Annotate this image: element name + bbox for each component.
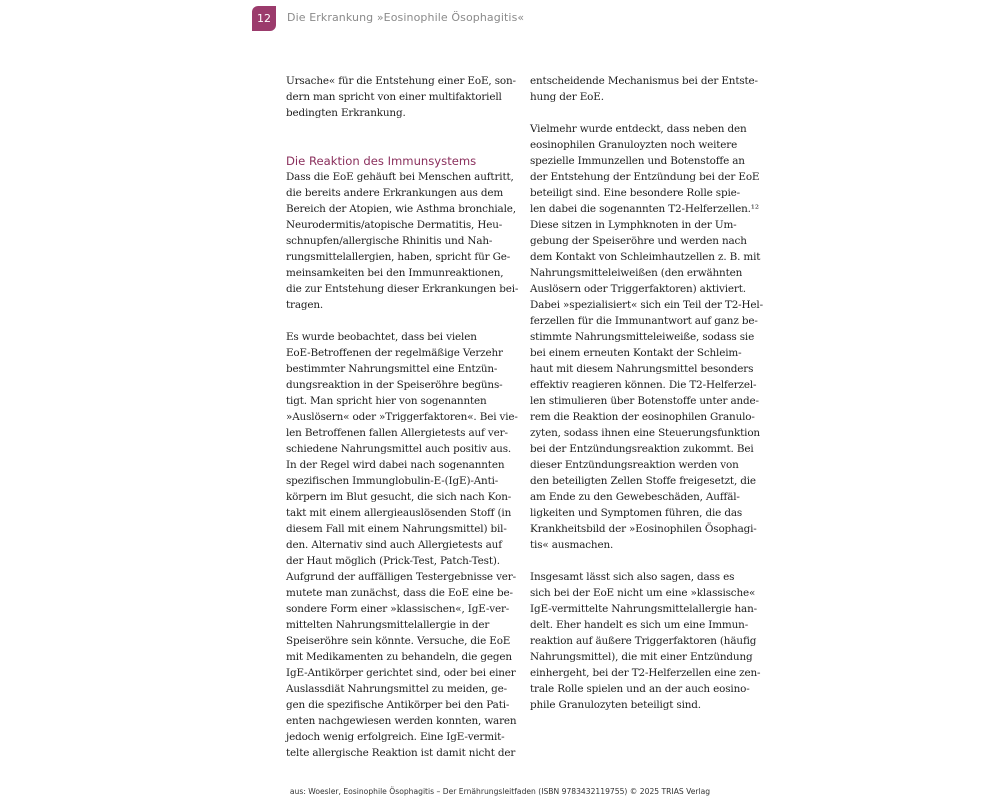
text-line: stimmte Nahrungsmitteleiweiße, sodass sie: [530, 331, 755, 343]
text-line: Ursache« für die Entstehung einer EoE, son-: [286, 75, 516, 87]
text-line: dungsreaktion in der Speiseröhre begüns-: [286, 379, 503, 391]
text-line: schnupfen/allergische Rhinitis und Nah-: [286, 235, 493, 247]
text-line: zyten, sodass ihnen eine Steuerungsfunktion: [530, 427, 760, 439]
text-line: ligkeiten und Symptomen führen, die das: [530, 507, 743, 519]
text-line: EoE-Betroffenen der regelmäßige Verzehr: [286, 347, 503, 359]
text-line: ferzellen für die Immunantwort auf ganz be-: [530, 315, 758, 327]
text-line: Krankheitsbild der »Eosinophilen Ösophagi-: [530, 523, 757, 535]
text-line: eosinophilen Granuloyzten noch weitere: [530, 139, 738, 151]
text-line: bedingten Erkrankung.: [286, 107, 406, 119]
left-intro-paragraph: [286, 73, 518, 121]
text-line: beteiligt sind. Eine besondere Rolle spie-: [530, 187, 741, 199]
left-column: [286, 73, 518, 761]
spacer: [530, 105, 762, 121]
text-line: len dabei die sogenannten T2-Helferzellen.¹²: [530, 203, 759, 215]
text-line: delt. Eher handelt es sich um eine Immun-: [530, 619, 749, 631]
text-line: rungsmittelallergien, haben, spricht für Ge-: [286, 251, 511, 263]
text-line: sondere Form einer »klassischen«, IgE-ver-: [286, 603, 510, 615]
right-intro-paragraph: [530, 73, 762, 105]
text-line: bei einem erneuten Kontakt der Schleim-: [530, 347, 742, 359]
text-line: spezielle Immunzellen und Botenstoffe an: [530, 155, 745, 167]
text-line: »Auslösern« oder »Triggerfaktoren«. Bei vie-: [286, 411, 518, 423]
text-line: effektiv reagieren können. Die T2-Helferzel-: [530, 379, 757, 391]
text-line: Auslassdiät Nahrungsmittel zu meiden, ge-: [286, 683, 508, 695]
text-line: der Entstehung der Entzündung bei der EoE: [530, 171, 760, 183]
section-heading: Die Reaktion des Immunsystems: [286, 154, 477, 168]
text-line: spezifischen Immunglobulin-E-(IgE)-Anti-: [286, 475, 499, 487]
right-column: [530, 73, 762, 713]
text-line: mutete man zunächst, dass die EoE eine be-: [286, 587, 513, 599]
right-paragraph-1: [530, 121, 762, 553]
text-line: Neurodermitis/atopische Dermatitis, Heu-: [286, 219, 503, 231]
text-line: bestimmter Nahrungsmittel eine Entzün-: [286, 363, 498, 375]
copyright-footer: aus: Woesler, Eosinophile Ösophagitis – Der Ernährungsleitfaden (ISBN 9783432119755) © 2025 TRIAS Verlag: [289, 787, 711, 796]
text-line: rem die Reaktion der eosinophilen Granulo-: [530, 411, 755, 423]
text-line: mit Medikamenten zu behandeln, die gegen: [286, 651, 512, 663]
text-line: haut mit diesem Nahrungsmittel besonders: [530, 363, 754, 375]
text-line: Vielmehr wurde entdeckt, dass neben den: [530, 123, 747, 135]
text-line: bei der Entzündungsreaktion zukommt. Bei: [530, 443, 754, 455]
left-paragraph-2: [286, 329, 518, 761]
spacer: [286, 121, 518, 153]
text-line: diesem Fall mit einem Nahrungsmittel) bil-: [286, 523, 507, 535]
text-line: Nahrungsmitteleiweißen (den erwähnten: [530, 267, 743, 279]
text-line: einhergeht, bei der T2-Helferzellen eine zen-: [530, 667, 761, 679]
text-line: gen die spezifische Antikörper bei den Pati-: [286, 699, 510, 711]
text-line: den. Alternativ sind auch Allergietests auf: [286, 539, 502, 551]
text-line: Aufgrund der auffälligen Testergebnisse ver-: [286, 571, 516, 583]
text-line: reaktion auf äußere Triggerfaktoren (häufig: [530, 635, 757, 647]
text-line: Dabei »spezialisiert« sich ein Teil der T2-Hel-: [530, 299, 763, 311]
text-line: Diese sitzen in Lymphknoten in der Um-: [530, 219, 737, 231]
page-number-badge: 12: [252, 6, 276, 31]
text-line: IgE-Antikörper gerichtet sind, oder bei einer: [286, 667, 516, 679]
text-line: len stimulieren über Botenstoffe unter ande-: [530, 395, 759, 407]
text-line: tragen.: [286, 299, 324, 311]
text-line: takt mit einem allergieauslösenden Stoff (in: [286, 507, 512, 519]
text-line: gebung der Speiseröhre und werden nach: [530, 235, 747, 247]
text-line: mittelten Nahrungsmittelallergie in der: [286, 619, 490, 631]
text-line: am Ende zu den Gewebeschäden, Auffäl-: [530, 491, 740, 503]
text-line: dern man spricht von einer multifaktoriell: [286, 91, 502, 103]
text-line: Dass die EoE gehäuft bei Menschen auftritt,: [286, 171, 514, 183]
left-paragraph-1: [286, 169, 518, 313]
text-line: meinsamkeiten bei den Immunreaktionen,: [286, 267, 504, 279]
text-line: den beteiligten Zellen Stoffe freigesetzt, die: [530, 475, 756, 487]
text-line: körpern im Blut gesucht, die sich nach Kon-: [286, 491, 512, 503]
text-line: In der Regel wird dabei nach sogenannten: [286, 459, 505, 471]
text-line: Insgesamt lässt sich also sagen, dass es: [530, 571, 735, 583]
text-line: hung der EoE.: [530, 91, 604, 103]
text-line: sich bei der EoE nicht um eine »klassische«: [530, 587, 756, 599]
text-line: Bereich der Atopien, wie Asthma bronchiale,: [286, 203, 516, 215]
text-line: tis« ausmachen.: [530, 539, 614, 551]
text-line: dieser Entzündungsreaktion werden von: [530, 459, 739, 471]
text-line: Speiseröhre sein könnte. Versuche, die EoE: [286, 635, 511, 647]
text-line: entscheidende Mechanismus bei der Entste-: [530, 75, 758, 87]
text-line: Nahrungsmittel), die mit einer Entzündung: [530, 651, 753, 663]
text-line: die zur Entstehung dieser Erkrankungen bei-: [286, 283, 519, 295]
text-line: die bereits andere Erkrankungen aus dem: [286, 187, 504, 199]
text-line: IgE-vermittelte Nahrungsmittelallergie han-: [530, 603, 757, 615]
text-line: schiedene Nahrungsmittel auch positiv aus.: [286, 443, 512, 455]
text-line: Auslösern oder Triggerfaktoren) aktiviert.: [530, 283, 746, 295]
text-line: enten nachgewiesen werden konnten, waren: [286, 715, 517, 727]
text-line: phile Granulozyten beteiligt sind.: [530, 699, 701, 711]
text-line: dem Kontakt von Schleimhautzellen z. B. mit: [530, 251, 761, 263]
text-line: len Betroffenen fallen Allergietests auf ver-: [286, 427, 508, 439]
right-paragraph-2: [530, 569, 762, 713]
text-line: trale Rolle spielen und an der auch eosino-: [530, 683, 750, 695]
text-line: Es wurde beobachtet, dass bei vielen: [286, 331, 477, 343]
text-line: tigt. Man spricht hier von sogenannten: [286, 395, 487, 407]
text-line: der Haut möglich (Prick-Test, Patch-Test).: [286, 555, 500, 567]
running-head-title: Die Erkrankung »Eosinophile Ösophagitis«: [287, 11, 525, 24]
spacer: [530, 553, 762, 569]
spacer: [286, 313, 518, 329]
text-line: jedoch wenig erfolgreich. Eine IgE-vermit-: [286, 731, 505, 743]
text-line: telte allergische Reaktion ist damit nicht der: [286, 747, 516, 759]
